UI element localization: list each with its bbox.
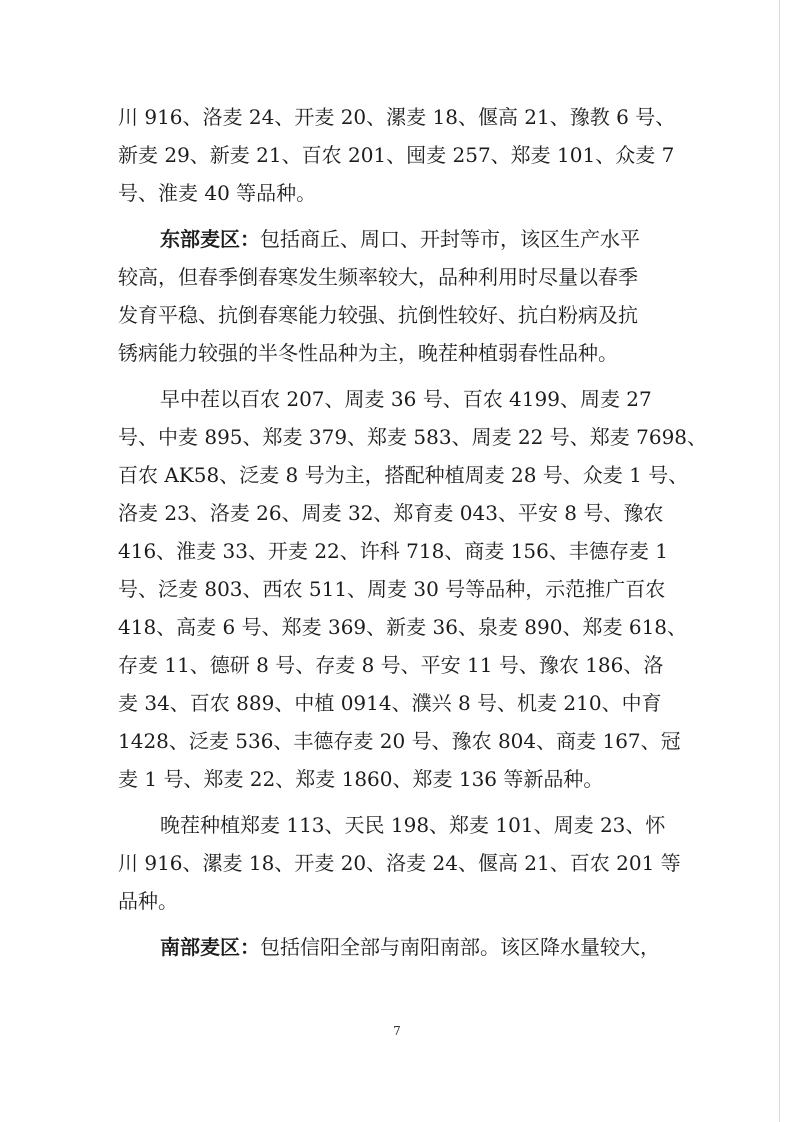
text-line: 麦 34、百农 889、中植 0914、濮兴 8 号、机麦 210、中育 bbox=[118, 691, 662, 715]
text-fragment: 包括信阳全部与南阳南部。该区降水量较大， bbox=[260, 935, 660, 959]
text-line: 号、淮麦 40 等品种。 bbox=[118, 181, 317, 205]
east-region-heading: 东部麦区： bbox=[160, 227, 260, 251]
text-line: 418、高麦 6 号、郑麦 369、新麦 36、泉麦 890、郑麦 618、 bbox=[118, 615, 688, 639]
scan-edge-line bbox=[779, 0, 780, 1122]
text-line: 川 916、漯麦 18、开麦 20、洛麦 24、偃高 21、百农 201 等 bbox=[118, 851, 681, 875]
south-region-paragraph-start bbox=[118, 928, 678, 966]
text-fragment: 包括商丘、周口、开封等市，该区生产水平 bbox=[260, 227, 640, 251]
page-number: 7 bbox=[393, 1024, 401, 1038]
text-line: 号、泛麦 803、西农 511、周麦 30 号等品种，示范推广百农 bbox=[118, 577, 666, 601]
text-line: 品种。 bbox=[118, 889, 178, 913]
south-region-heading: 南部麦区： bbox=[160, 935, 260, 959]
text-line: 416、淮麦 33、开麦 22、许科 718、商麦 156、丰德存麦 1 bbox=[118, 539, 668, 563]
text-line: 麦 1 号、郑麦 22、郑麦 1860、郑麦 136 等新品种。 bbox=[118, 767, 604, 791]
text-line: 存麦 11、德研 8 号、存麦 8 号、平安 11 号、豫农 186、洛 bbox=[118, 653, 664, 677]
text-line: 新麦 29、新麦 21、百农 201、囤麦 257、郑麦 101、众麦 7 bbox=[118, 143, 675, 167]
text-line: 锈病能力较强的半冬性品种为主，晚茬种植弱春性品种。 bbox=[118, 341, 618, 365]
text-line: 百农 AK58、泛麦 8 号为主，搭配种植周麦 28 号、众麦 1 号、 bbox=[118, 463, 689, 487]
text-line: 1428、泛麦 536、丰德存麦 20 号、豫农 804、商麦 167、冠 bbox=[118, 729, 681, 753]
text-line: 晚茬种植郑麦 113、天民 198、郑麦 101、周麦 23、怀 bbox=[160, 813, 666, 837]
text-line: 洛麦 23、洛麦 26、周麦 32、郑育麦 043、平安 8 号、豫农 bbox=[118, 501, 664, 525]
text-line: 早中茬以百农 207、周麦 36 号、百农 4199、周麦 27 bbox=[160, 387, 652, 411]
text-line: 川 916、洛麦 24、开麦 20、漯麦 18、偃高 21、豫教 6 号、 bbox=[118, 105, 676, 129]
east-region-paragraph-start bbox=[118, 220, 678, 258]
text-line: 较高，但春季倒春寒发生频率较大，品种利用时尽量以春季 bbox=[118, 265, 638, 289]
text-line: 发育平稳、抗倒春寒能力较强、抗倒性较好、抗白粉病及抗 bbox=[118, 303, 638, 327]
body-text bbox=[118, 98, 708, 966]
text-line: 号、中麦 895、郑麦 379、郑麦 583、周麦 22 号、郑麦 7698、 bbox=[118, 425, 708, 449]
